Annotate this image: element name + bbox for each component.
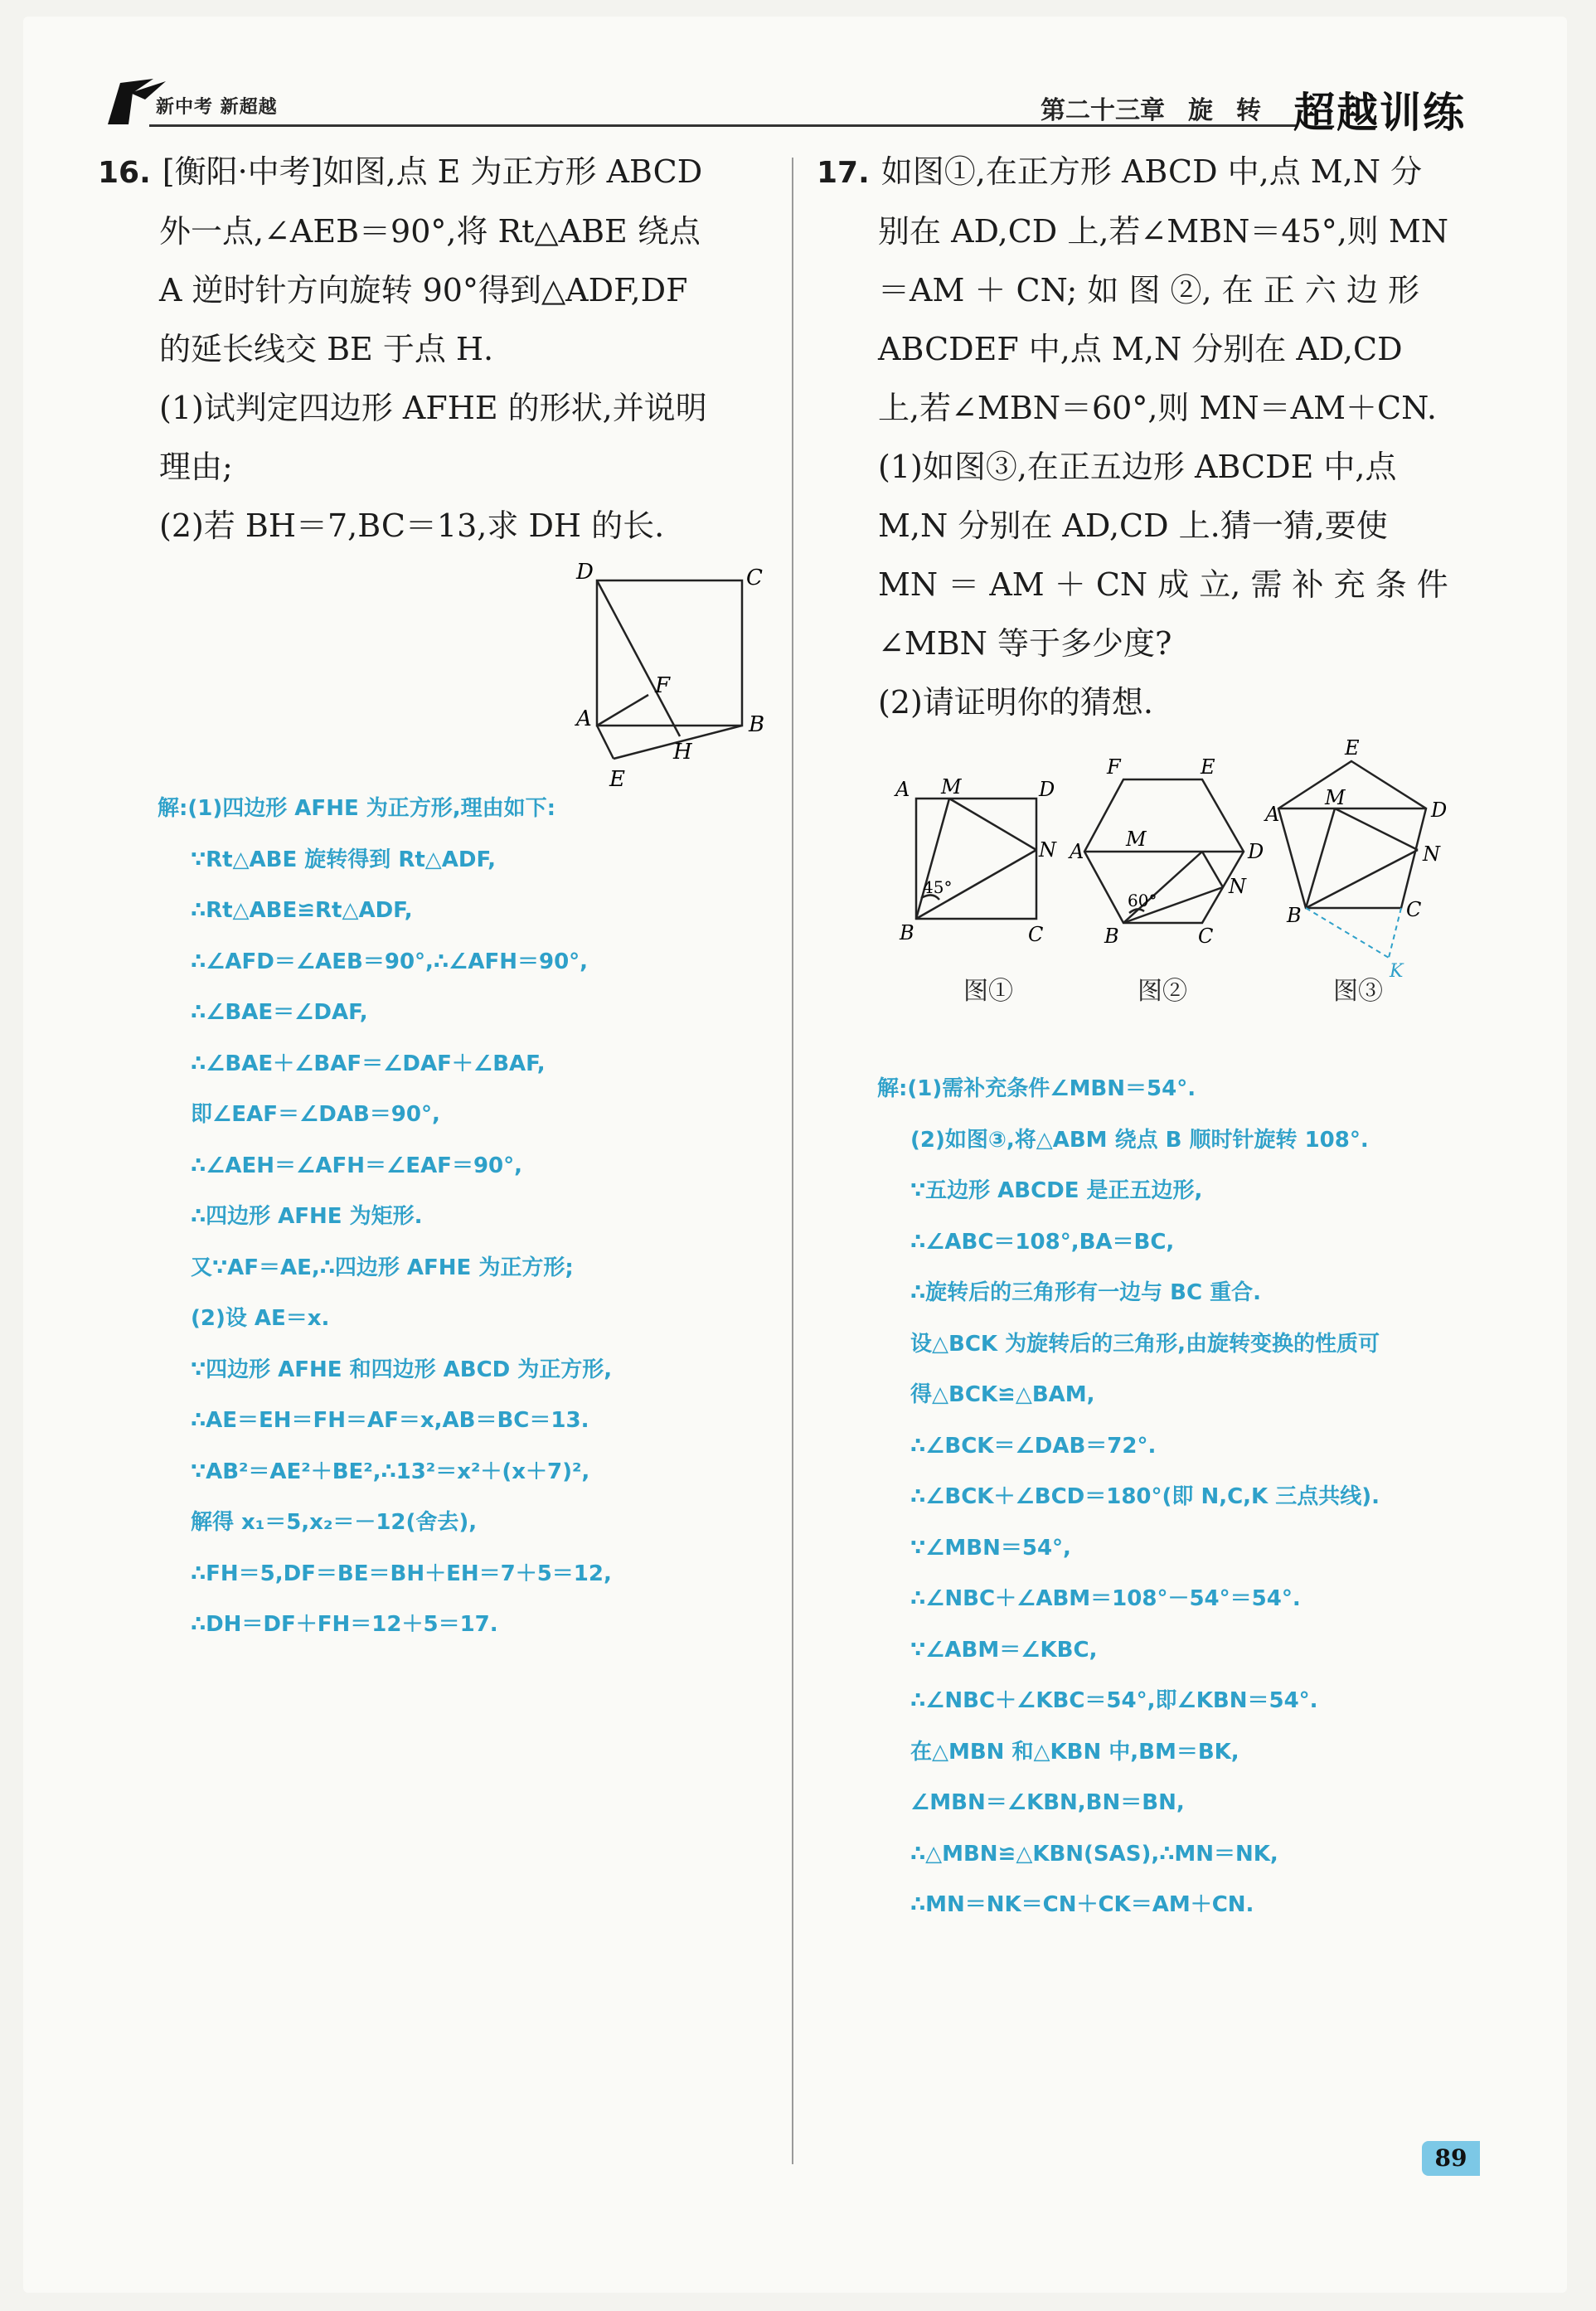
- label-d: D: [1431, 799, 1448, 822]
- angle-label: 60°: [1128, 891, 1157, 910]
- solution-line: ∴∠AEH＝∠AFH＝∠EAF＝90°,: [191, 1153, 523, 1178]
- label-e: E: [609, 767, 625, 792]
- problem-line: [衡阳·中考]如图,点 E 为正方形 ABCD: [162, 153, 703, 190]
- label-n: N: [1423, 842, 1440, 866]
- solution-line: 得△BCK≌△BAM,: [910, 1382, 1095, 1407]
- solution-line: ∵∠ABM＝∠KBC,: [910, 1637, 1098, 1663]
- solution-16: [158, 784, 612, 1651]
- solution-line: ∠MBN＝∠KBN,BN＝BN,: [910, 1790, 1185, 1815]
- column-divider: [792, 158, 793, 2164]
- page-number: 89: [1422, 2141, 1480, 2176]
- chapter-number: 第二十三章: [1041, 96, 1165, 125]
- problem-line: ∠MBN 等于多少度?: [878, 625, 1172, 662]
- solution-line: ∵五边形 ABCDE 是正五边形,: [910, 1178, 1203, 1203]
- label-b: B: [900, 921, 914, 944]
- solution-line: (2)设 AE＝x.: [191, 1306, 330, 1331]
- series-title: 超越训练: [1293, 89, 1466, 137]
- brand-text: 新中考 新超越: [156, 97, 278, 118]
- label-f: F: [1107, 755, 1121, 779]
- problem-line: (2)若 BH＝7,BC＝13,求 DH 的长.: [159, 507, 665, 544]
- problem-16: [98, 143, 778, 556]
- problem-line: 别在 AD,CD 上,若∠MBN＝45°,则 MN: [878, 213, 1449, 250]
- figure-caption: 图①: [963, 977, 1013, 1006]
- figure-16: [568, 556, 775, 796]
- label-d: D: [1039, 778, 1055, 801]
- problem-line: M,N 分别在 AD,CD 上.猜一猜,要使: [878, 507, 1388, 544]
- solution-line: ∴△MBN≌△KBN(SAS),∴MN＝NK,: [910, 1841, 1278, 1867]
- problem-line: 理由;: [159, 449, 233, 485]
- solution-line: ∴∠AFD＝∠AEB＝90°,∴∠AFH＝90°,: [191, 949, 589, 974]
- solution-line: ∵∠MBN＝54°,: [910, 1535, 1071, 1561]
- label-b: B: [1287, 904, 1302, 927]
- solution-line: ∵Rt△ABE 旋转得到 Rt△ADF,: [191, 847, 496, 872]
- label-c: C: [1028, 923, 1044, 946]
- label-d: D: [576, 560, 594, 585]
- label-a: A: [1265, 803, 1280, 826]
- solution-line: ∴MN＝NK＝CN＋CK＝AM＋CN.: [910, 1892, 1254, 1917]
- problem-line: (1)试判定四边形 AFHE 的形状,并说明: [159, 390, 707, 426]
- problem-line: MN ＝ AM ＋ CN 成 立, 需 补 充 条 件: [878, 566, 1448, 603]
- solution-line: ∴Rt△ABE≌Rt△ADF,: [191, 898, 413, 923]
- solution-line: 解:(1)需补充条件∠MBN＝54°.: [877, 1076, 1196, 1101]
- label-c: C: [746, 566, 763, 590]
- solution-line: ∴∠NBC＋∠ABM＝108°－54°＝54°.: [910, 1586, 1301, 1611]
- problem-number: 16.: [98, 156, 151, 190]
- problem-line: (1)如图③,在正五边形 ABCDE 中,点: [878, 449, 1397, 485]
- label-m: M: [1126, 828, 1147, 851]
- angle-label: 45°: [923, 877, 953, 897]
- problem-line: (2)请证明你的猜想.: [878, 684, 1153, 721]
- solution-line: 又∵AF＝AE,∴四边形 AFHE 为正方形;: [191, 1255, 574, 1280]
- figure-17-2: [1070, 750, 1280, 949]
- problem-17: [817, 143, 1484, 732]
- problem-line: A 逆时针方向旋转 90°得到△ADF,DF: [159, 272, 688, 308]
- solution-line: 设△BCK 为旋转后的三角形,由旋转变换的性质可: [910, 1331, 1380, 1357]
- figure-caption: 图③: [1333, 977, 1383, 1006]
- chapter-topic-1: 旋: [1188, 96, 1213, 125]
- figure-17-3: [1265, 730, 1476, 983]
- label-d: D: [1248, 840, 1264, 863]
- label-h: H: [673, 740, 692, 765]
- label-c: C: [1198, 925, 1214, 948]
- solution-line: 即∠EAF＝∠DAB＝90°,: [191, 1102, 440, 1127]
- solution-line: ∴∠ABC＝108°,BA＝BC,: [910, 1229, 1175, 1255]
- solution-line: ∵AB²＝AE²＋BE²,∴13²＝x²＋(x＋7)²,: [191, 1459, 590, 1484]
- label-m: M: [941, 775, 962, 799]
- solution-line: ∴AE＝EH＝FH＝AF＝x,AB＝BC＝13.: [191, 1408, 589, 1433]
- problem-line: 的延长线交 BE 于点 H.: [159, 331, 494, 367]
- solution-line: ∴四边形 AFHE 为矩形.: [191, 1204, 423, 1229]
- label-a: A: [576, 706, 592, 731]
- problem-line: 如图①,在正方形 ABCD 中,点 M,N 分: [880, 153, 1423, 190]
- solution-line: 在△MBN 和△KBN 中,BM＝BK,: [910, 1739, 1239, 1765]
- label-b: B: [749, 712, 765, 737]
- label-e: E: [1201, 755, 1215, 779]
- label-k: K: [1390, 961, 1404, 982]
- solution-line: (2)如图③,将△ABM 绕点 B 顺时针旋转 108°.: [910, 1127, 1369, 1153]
- solution-line: ∴∠BAE＋∠BAF＝∠DAF＋∠BAF,: [191, 1051, 546, 1076]
- chapter-topic-2: 转: [1236, 96, 1261, 125]
- label-a: A: [1070, 840, 1084, 863]
- solution-line: ∴FH＝5,DF＝BE＝BH＋EH＝7＋5＝12,: [191, 1561, 612, 1586]
- label-e: E: [1345, 736, 1360, 760]
- problem-line: ＝AM ＋ CN; 如 图 ②, 在 正 六 边 形: [878, 272, 1419, 308]
- figure-caption: 图②: [1138, 977, 1187, 1006]
- label-n: N: [1229, 875, 1246, 898]
- figure-17-1: [891, 767, 1061, 945]
- chapter-title: [1041, 90, 1284, 126]
- solution-line: ∴旋转后的三角形有一边与 BC 重合.: [910, 1280, 1261, 1305]
- solution-line: 解:(1)四边形 AFHE 为正方形,理由如下:: [158, 796, 556, 821]
- problem-number: 17.: [817, 156, 870, 190]
- label-m: M: [1325, 786, 1346, 809]
- label-n: N: [1039, 838, 1056, 862]
- problem-line: ABCDEF 中,点 M,N 分别在 AD,CD: [878, 331, 1403, 367]
- solution-line: ∴DH＝DF＋FH＝12＋5＝17.: [191, 1612, 498, 1637]
- solution-line: ∴∠BAE＝∠DAF,: [191, 1000, 368, 1025]
- solution-17: [877, 1064, 1380, 1931]
- problem-line: 上,若∠MBN＝60°,则 MN＝AM＋CN.: [878, 390, 1437, 426]
- label-c: C: [1406, 898, 1422, 921]
- label-f: F: [655, 673, 671, 698]
- label-a: A: [895, 778, 910, 801]
- solution-line: ∴∠NBC＋∠KBC＝54°,即∠KBN＝54°.: [910, 1688, 1318, 1713]
- solution-line: ∴∠BCK＋∠BCD＝180°(即 N,C,K 三点共线).: [910, 1484, 1380, 1509]
- solution-line: 解得 x₁＝5,x₂＝－12(舍去),: [191, 1510, 478, 1535]
- problem-line: 外一点,∠AEB＝90°,将 Rt△ABE 绕点: [159, 213, 701, 250]
- label-b: B: [1104, 925, 1119, 948]
- solution-line: ∵四边形 AFHE 和四边形 ABCD 为正方形,: [191, 1357, 613, 1382]
- solution-line: ∴∠BCK＝∠DAB＝72°.: [910, 1433, 1157, 1459]
